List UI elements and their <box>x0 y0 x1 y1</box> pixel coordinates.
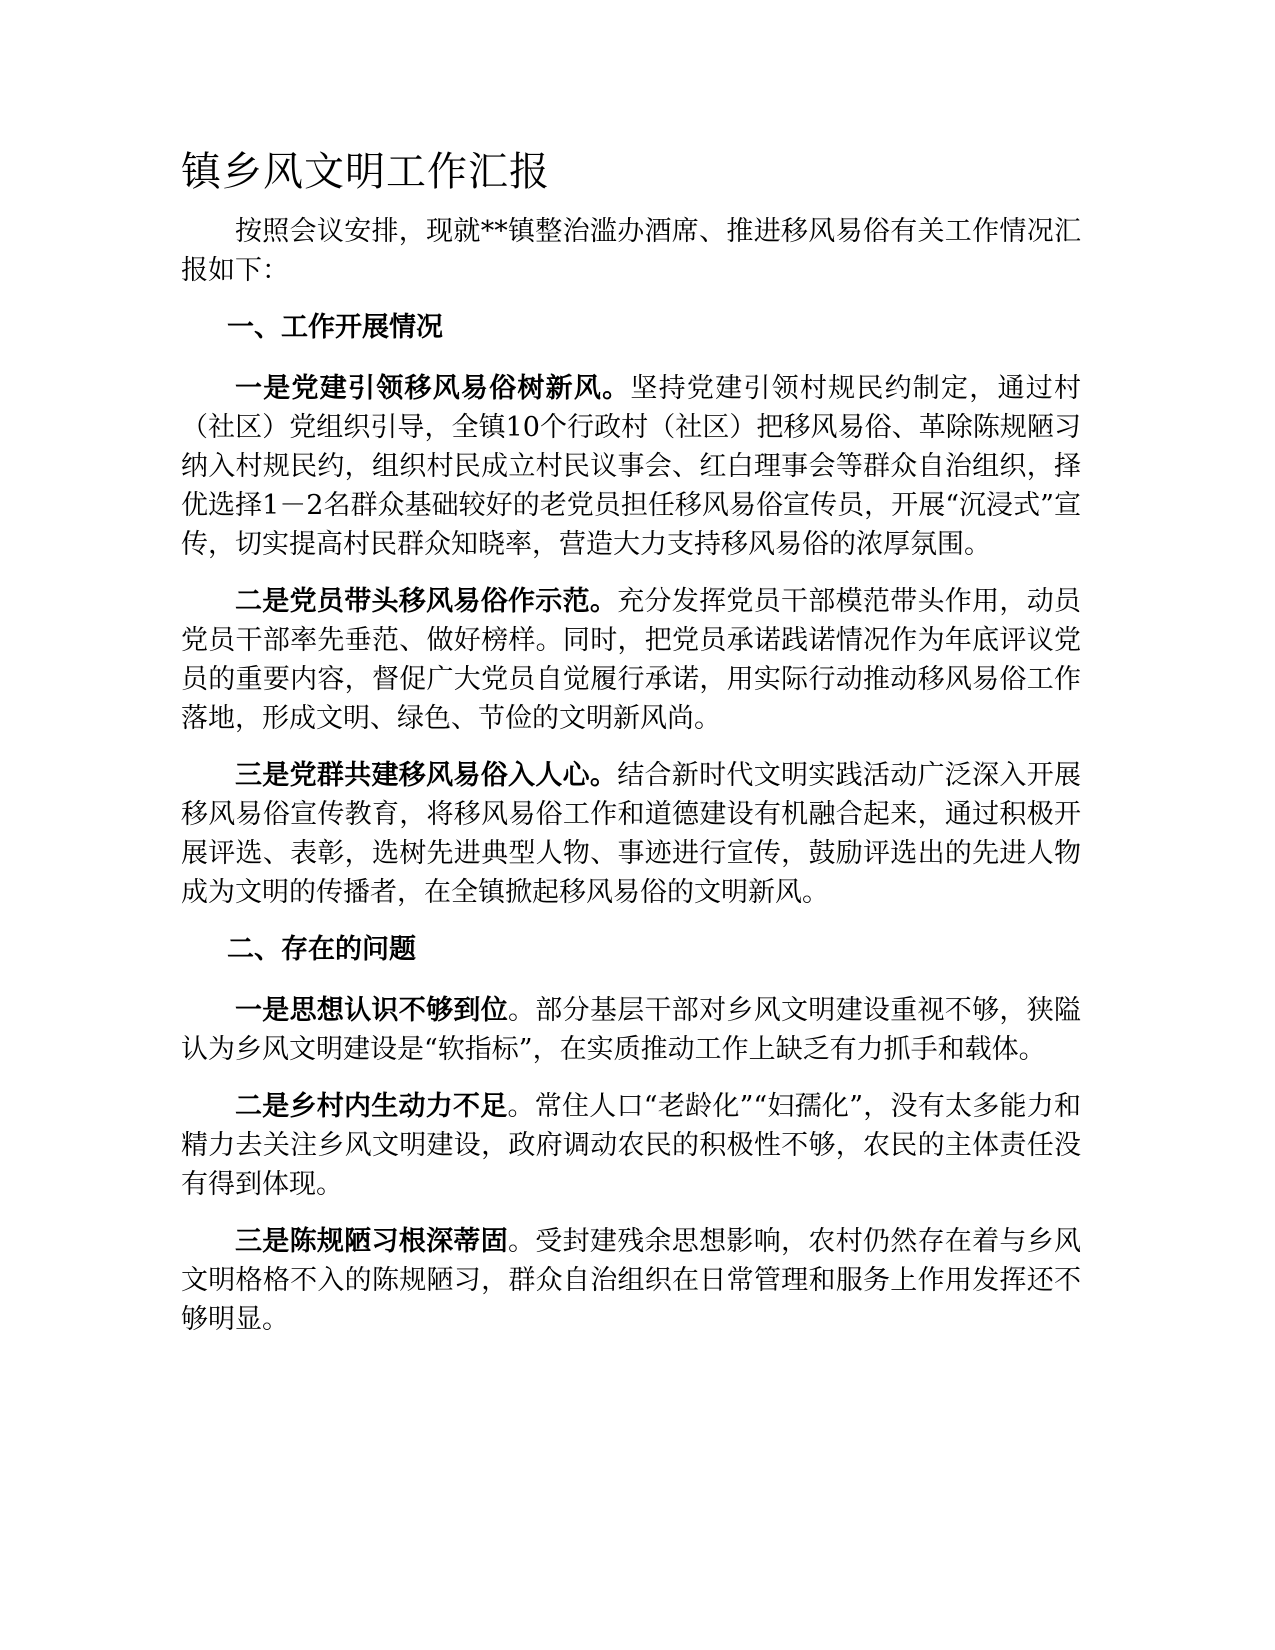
item-lead: 一是党建引领移风易俗树新风。 <box>235 373 631 404</box>
item-lead: 三是陈规陋习根深蒂固 <box>235 1226 508 1257</box>
list-item <box>181 991 1081 1069</box>
item-text: 坚持党建引领村规民约制定，通过村（社区）党组织引导，全镇10个行政村（社区）把移风易俗、革除陈规陋习纳入村规民约，组织村民成立村民议事会、红白理事会等群众自治组织，择优选择1－2名群众基础较好的老党员担任移风易俗宣传员，开展“沉浸式”宣传，切实提高村民群众知晓率，营造大力支持移风易俗的浓厚氛围。 <box>181 373 1082 560</box>
list-item <box>181 1222 1081 1339</box>
document-page <box>181 148 1081 1357</box>
item-lead: 二是党员带头移风易俗作示范。 <box>235 586 618 617</box>
list-item <box>181 756 1081 912</box>
intro-paragraph: 按照会议安排，现就**镇整治滥办酒席、推进移风易俗有关工作情况汇报如下： <box>181 216 1081 286</box>
list-item <box>181 582 1081 738</box>
section-work-progress <box>181 308 1081 912</box>
item-lead: 三是党群共建移风易俗入人心。 <box>235 760 618 791</box>
section-heading: 一、工作开展情况 <box>227 312 443 343</box>
item-text: 。常住人口“老龄化”“妇孺化”，没有太多能力和精力去关注乡风文明建设，政府调动农民的积极性不够，农民的主体责任没有得到体现。 <box>181 1091 1081 1200</box>
list-item <box>181 1087 1081 1204</box>
item-text: 。部分基层干部对乡风文明建设重视不够，狭隘认为乡风文明建设是“软指标”，在实质推动工作上缺乏有力抓手和载体。 <box>181 995 1081 1065</box>
item-text: 结合新时代文明实践活动广泛深入开展移风易俗宣传教育，将移风易俗工作和道德建设有机融合起来，通过积极开展评选、表彰，选树先进典型人物、事迹进行宣传，鼓励评选出的先进人物成为文明的传播者，在全镇掀起移风易俗的文明新风。 <box>181 760 1082 908</box>
item-text: 。受封建残余思想影响，农村仍然存在着与乡风文明格格不入的陈规陋习，群众自治组织在日常管理和服务上作用发挥还不够明显。 <box>181 1226 1081 1335</box>
document-title: 镇乡风文明工作汇报 <box>181 149 550 195</box>
list-item <box>181 369 1081 564</box>
section-heading: 二、存在的问题 <box>227 934 416 965</box>
item-lead: 二是乡村内生动力不足 <box>235 1091 508 1122</box>
item-lead: 一是思想认识不够到位 <box>235 995 508 1026</box>
item-text: 充分发挥党员干部模范带头作用，动员党员干部率先垂范、做好榜样。同时，把党员承诺践诺情况作为年底评议党员的重要内容，督促广大党员自觉履行承诺，用实际行动推动移风易俗工作落地，形成文明、绿色、节俭的文明新风尚。 <box>181 586 1082 734</box>
section-existing-problems <box>181 930 1081 1339</box>
